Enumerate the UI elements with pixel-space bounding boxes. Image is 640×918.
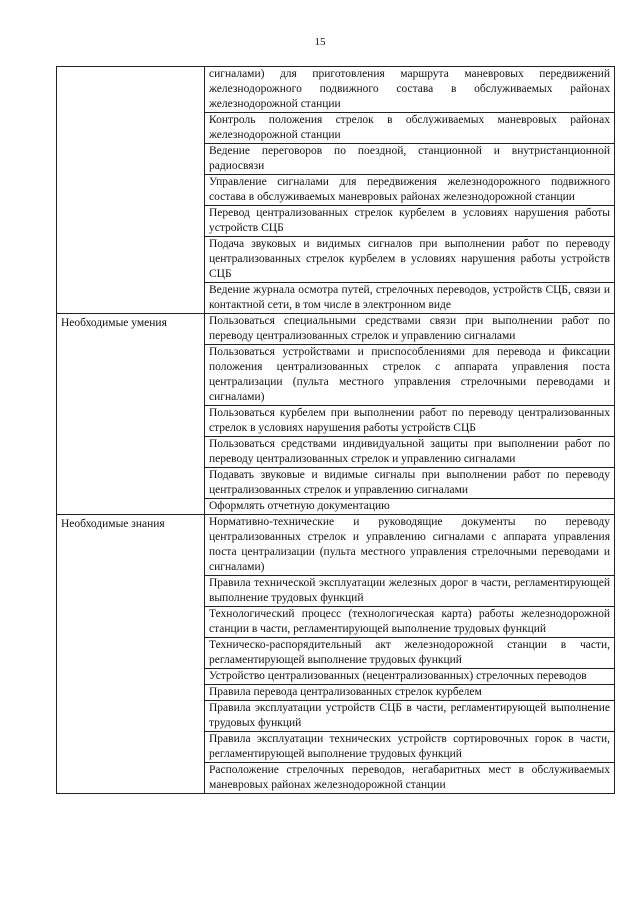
table-cell-item: Расположение стрелочных переводов, негабаритных мест в обслуживаемых маневровых районах железнодорожной станции [205, 763, 615, 794]
table-cell-item: Ведение журнала осмотра путей, стрелочных переводов, устройств СЦБ, связи и контактной сети, в том числе в электронном виде [205, 283, 615, 314]
table-cell-item: Оформлять отчетную документацию [205, 499, 615, 515]
table-row [57, 314, 615, 345]
row-group-label: Необходимые умения [57, 314, 205, 515]
table-cell-item: Подавать звуковые и видимые сигналы при выполнении работ по переводу централизованных стрелок и управлению сигналами [205, 468, 615, 499]
table-cell-item: Пользоваться курбелем при выполнении работ по переводу централизованных стрелок в условиях нарушения работы устройств СЦБ [205, 406, 615, 437]
table-cell-item: Ведение переговоров по поездной, станционной и внутристанционной радиосвязи [205, 144, 615, 175]
competency-table [56, 66, 615, 794]
table-cell-item: Пользоваться специальными средствами связи при выполнении работ по переводу централизованных стрелок и управлению сигналами [205, 314, 615, 345]
table-cell-item: Правила технической эксплуатации железных дорог в части, регламентирующей выполнение трудовых функций [205, 576, 615, 607]
table-cell-item: Техническо-распорядительный акт железнодорожной станции в части, регламентирующей выполнение трудовых функций [205, 638, 615, 669]
table-cell-item: Технологический процесс (технологическая карта) работы железнодорожной станции в части, регламентирующей выполнение трудовых функций [205, 607, 615, 638]
table-cell-item: Контроль положения стрелок в обслуживаемых маневровых районах железнодорожной станции [205, 113, 615, 144]
table-cell-item: Пользоваться устройствами и приспособлениями для перевода и фиксации положения централизованных стрелок с аппарата управления поста централизации (пульта местного управления стрелочными переводами и сигналами) [205, 345, 615, 406]
table-cell-item: Правила эксплуатации устройств СЦБ в части, регламентирующей выполнение трудовых функций [205, 701, 615, 732]
table-cell-item: Нормативно-технические и руководящие документы по переводу централизованных стрелок и управлению сигналами с аппарата управления поста централизации (пульта местного управления стрелочными переводами и сигналами) [205, 515, 615, 576]
row-group-label: Необходимые знания [57, 515, 205, 794]
table-cell-item: Правила перевода централизованных стрелок курбелем [205, 685, 615, 701]
table-row [57, 515, 615, 576]
table-row [57, 67, 615, 113]
table-cell-item: Пользоваться средствами индивидуальной защиты при выполнении работ по переводу централизованных стрелок и управлению сигналами [205, 437, 615, 468]
table-cell-item: Управление сигналами для передвижения железнодорожного подвижного состава в обслуживаемых маневровых районах железнодорожной станции [205, 175, 615, 206]
table-cell-item: Подача звуковых и видимых сигналов при выполнении работ по переводу централизованных стрелок курбелем в условиях нарушения работы устройств СЦБ [205, 237, 615, 283]
table-cell-item: Устройство централизованных (нецентрализованных) стрелочных переводов [205, 669, 615, 685]
page-number: 15 [314, 36, 326, 48]
table-cell-item: сигналами) для приготовления маршрута маневровых передвижений железнодорожного подвижного состава в обслуживаемых районах железнодорожной станции [205, 67, 615, 113]
table-cell-item: Перевод централизованных стрелок курбелем в условиях нарушения работы устройств СЦБ [205, 206, 615, 237]
table-cell-item: Правила эксплуатации технических устройств сортировочных горок в части, регламентирующей выполнение трудовых функций [205, 732, 615, 763]
row-group-label [57, 67, 205, 314]
